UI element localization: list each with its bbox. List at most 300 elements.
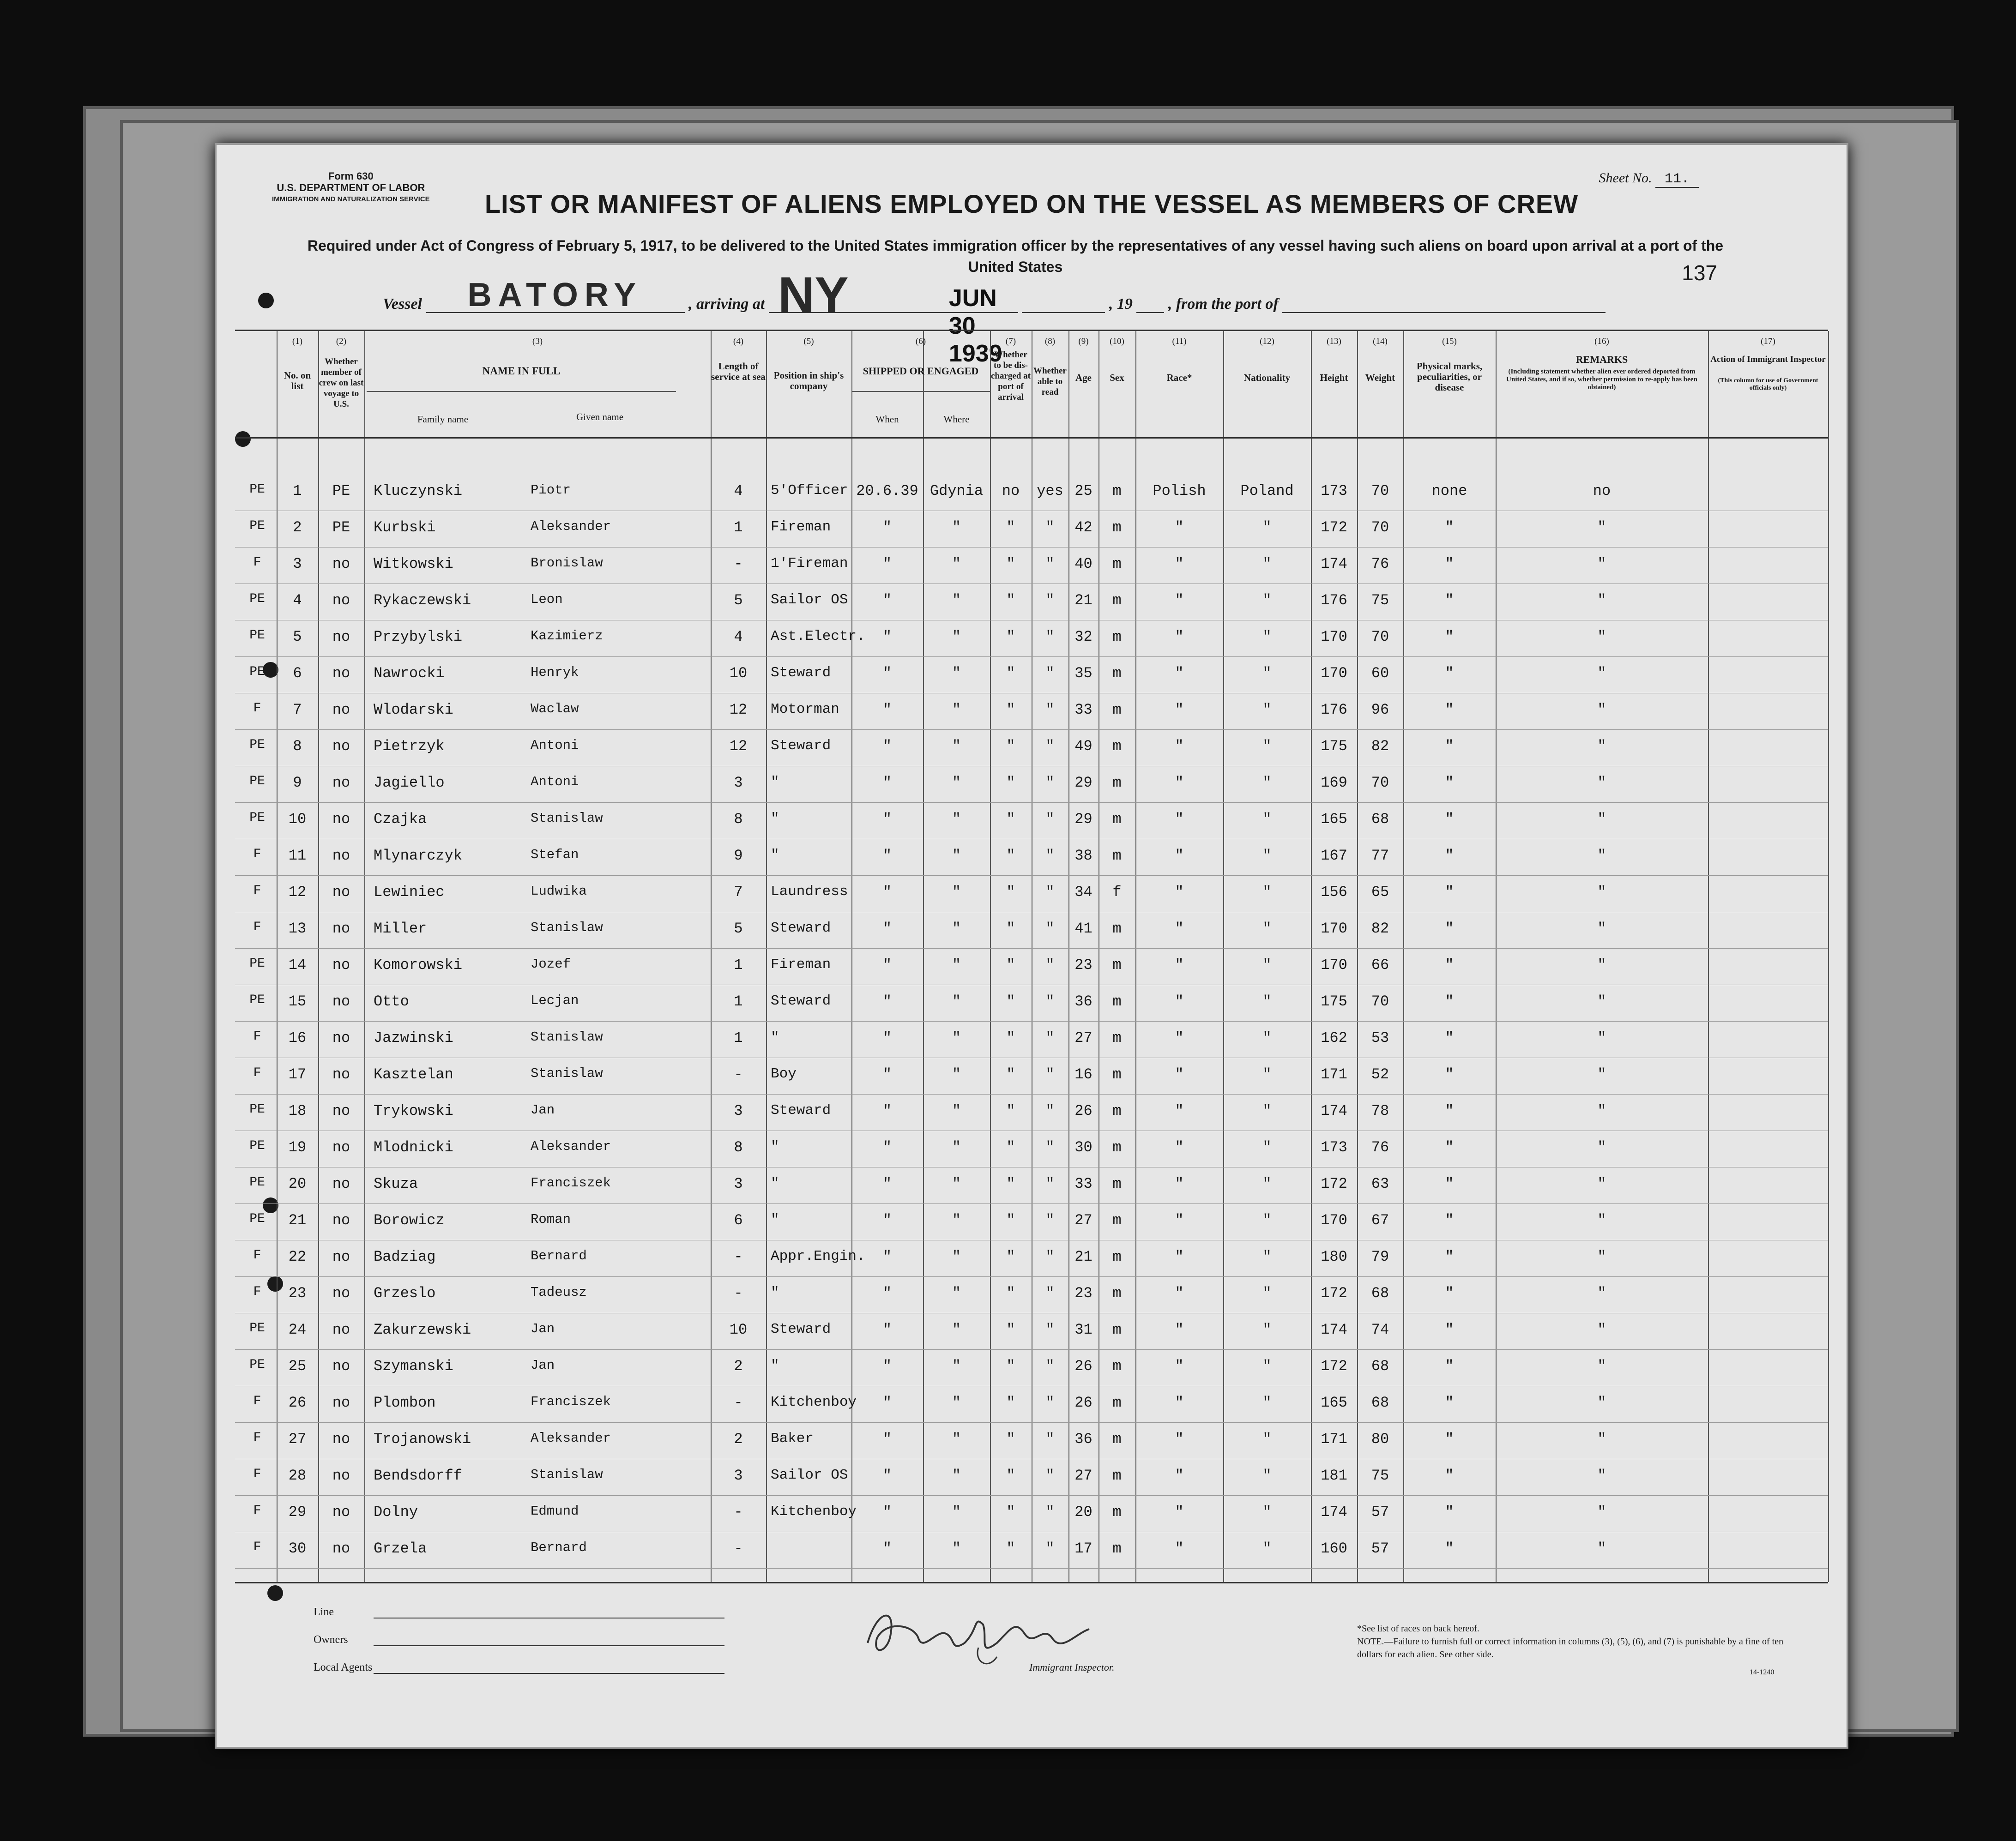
cell-given: Franciszek: [531, 1175, 611, 1191]
agents-field: [314, 1661, 724, 1674]
header-race: Race*: [1166, 372, 1192, 383]
cell-position: Steward: [771, 993, 831, 1009]
cell-where: ": [952, 1248, 961, 1265]
cell-race: Polish: [1153, 482, 1206, 499]
sheet-number-field: [1599, 170, 1699, 187]
cell-position: ": [771, 774, 779, 790]
cell-remarks: ": [1597, 811, 1606, 828]
cell-read: ": [1045, 1066, 1055, 1083]
cell-age: 23: [1074, 957, 1093, 974]
cell-race: ": [1175, 1248, 1184, 1265]
cell-when: ": [882, 519, 892, 536]
cell-no: 1: [293, 482, 302, 499]
cell-race: ": [1175, 628, 1184, 645]
cell-read: ": [1045, 1139, 1055, 1156]
cell-no: 21: [288, 1212, 307, 1229]
cell-no: 2: [293, 519, 302, 536]
cell-service: 2: [734, 1431, 743, 1448]
form-code: 14-1240: [1750, 1668, 1775, 1676]
cell-where: ": [952, 665, 961, 682]
cell-marks: ": [1445, 957, 1454, 974]
cell-family: Zakurzewski: [374, 1321, 471, 1338]
cell-height: 171: [1321, 1431, 1347, 1448]
cell-race: ": [1175, 1321, 1184, 1338]
cell-given: Edmund: [531, 1504, 579, 1519]
cell-family: Nawrocki: [374, 665, 445, 682]
cell-discharged: ": [1006, 665, 1015, 682]
cell-prev: no: [332, 957, 350, 974]
cell-where: ": [952, 519, 961, 536]
cell-sex: m: [1112, 1139, 1122, 1156]
cell-where: ": [952, 1175, 961, 1192]
cell-status: F: [253, 1394, 261, 1408]
cell-no: 28: [288, 1467, 307, 1484]
cell-weight: 75: [1371, 1467, 1389, 1484]
cell-no: 11: [288, 847, 307, 864]
cell-service: -: [734, 555, 743, 572]
cell-no: 7: [293, 701, 302, 718]
cell-discharged: ": [1006, 1102, 1015, 1119]
cell-service: 5: [734, 920, 743, 937]
cell-read: ": [1045, 1394, 1055, 1411]
cell-where: ": [952, 1029, 961, 1047]
column-number: (14): [1373, 337, 1388, 346]
column-number: (3): [532, 337, 543, 346]
cell-given: Stanislaw: [531, 920, 603, 935]
cell-position: ": [771, 811, 779, 827]
cell-read: ": [1045, 1540, 1055, 1557]
cell-status: PE: [249, 957, 265, 971]
cell-no: 9: [293, 774, 302, 791]
cell-race: ": [1175, 1504, 1184, 1521]
cell-service: 5: [734, 592, 743, 609]
cell-discharged: ": [1006, 884, 1015, 901]
cell-where: ": [952, 1431, 961, 1448]
cell-nationality: ": [1262, 592, 1272, 609]
cell-family: Witkowski: [374, 555, 453, 572]
cell-race: ": [1175, 920, 1184, 937]
header-position: Position in ship's company: [773, 370, 844, 391]
cell-remarks: ": [1597, 774, 1606, 791]
cell-nationality: ": [1262, 738, 1272, 755]
cell-given: Piotr: [531, 482, 571, 498]
cell-nationality: ": [1262, 628, 1272, 645]
cell-sex: m: [1112, 1029, 1122, 1047]
cell-prev: no: [332, 1066, 350, 1083]
cell-remarks: ": [1597, 1540, 1606, 1557]
cell-height: 175: [1321, 738, 1347, 755]
cell-height: 172: [1321, 519, 1347, 536]
cell-position: Steward: [771, 738, 831, 754]
cell-read: ": [1045, 1248, 1055, 1265]
cell-position: Motorman: [771, 701, 839, 717]
cell-marks: ": [1445, 1102, 1454, 1119]
cell-prev: no: [332, 1394, 350, 1411]
cell-race: ": [1175, 1467, 1184, 1484]
owners-field: [314, 1634, 724, 1646]
cell-remarks: ": [1597, 920, 1606, 937]
cell-status: F: [253, 1540, 261, 1554]
cell-where: ": [952, 628, 961, 645]
cell-marks: ": [1445, 1175, 1454, 1192]
row-divider: [235, 1568, 1828, 1569]
cell-status: PE: [249, 1212, 265, 1226]
cell-where: ": [952, 738, 961, 755]
cell-weight: 96: [1371, 701, 1389, 718]
cell-service: 3: [734, 774, 743, 791]
cell-weight: 65: [1371, 884, 1389, 901]
cell-no: 10: [288, 811, 307, 828]
cell-status: F: [253, 884, 261, 898]
cell-where: ": [952, 1540, 961, 1557]
cell-where: ": [952, 1321, 961, 1338]
cell-nationality: ": [1262, 1358, 1272, 1375]
cell-height: 173: [1321, 1139, 1347, 1156]
cell-where: ": [952, 847, 961, 864]
cell-position: Fireman: [771, 957, 831, 973]
cell-sex: m: [1112, 555, 1122, 572]
cell-remarks: ": [1597, 884, 1606, 901]
cell-where: Gdynia: [930, 482, 984, 499]
cell-nationality: ": [1262, 1212, 1272, 1229]
cell-family: Trykowski: [374, 1102, 453, 1119]
cell-sex: m: [1112, 482, 1122, 499]
footer-note: [1357, 1622, 1810, 1661]
cell-marks: ": [1445, 1212, 1454, 1229]
cell-height: 170: [1321, 628, 1347, 645]
cell-discharged: ": [1006, 701, 1015, 718]
cell-prev: PE: [332, 519, 350, 536]
cell-race: ": [1175, 957, 1184, 974]
cell-status: F: [253, 920, 261, 934]
cell-no: 26: [288, 1394, 307, 1411]
cell-read: ": [1045, 1467, 1055, 1484]
column-number: (2): [336, 337, 347, 346]
cell-race: ": [1175, 774, 1184, 791]
cell-discharged: ": [1006, 1285, 1015, 1302]
cell-height: 170: [1321, 957, 1347, 974]
header-prev-voyage: Whether member of crew on last voyage to U.S.: [319, 357, 364, 409]
cell-when: ": [882, 1321, 892, 1338]
cell-family: Mlynarczyk: [374, 847, 463, 864]
cell-given: Antoni: [531, 738, 579, 753]
cell-marks: ": [1445, 1285, 1454, 1302]
cell-sex: m: [1112, 1248, 1122, 1265]
cell-service: 1: [734, 1029, 743, 1047]
cell-age: 40: [1074, 555, 1093, 572]
cell-height: 170: [1321, 1212, 1347, 1229]
cell-remarks: ": [1597, 665, 1606, 682]
cell-marks: ": [1445, 1467, 1454, 1484]
cell-where: ": [952, 1394, 961, 1411]
cell-weight: 82: [1371, 920, 1389, 937]
cell-given: Waclaw: [531, 701, 579, 716]
penalty-note: NOTE.—Failure to furnish full or correct information in columns (3), (5), (6), and (7) is punishable by a fine of ten dollars for each alien. See other side.: [1357, 1636, 1784, 1660]
cell-position: ": [771, 847, 779, 863]
cell-prev: no: [332, 628, 350, 645]
cell-sex: m: [1112, 1321, 1122, 1338]
cell-position: Kitchenboy: [771, 1504, 857, 1520]
cell-no: 4: [293, 592, 302, 609]
cell-where: ": [952, 1504, 961, 1521]
cell-race: ": [1175, 1102, 1184, 1119]
row-divider: [235, 1021, 1828, 1022]
cell-no: 29: [288, 1504, 307, 1521]
cell-service: 1: [734, 519, 743, 536]
cell-prev: no: [332, 884, 350, 901]
cell-nationality: ": [1262, 1285, 1272, 1302]
cell-sex: m: [1112, 1467, 1122, 1484]
cell-position: ": [771, 1212, 779, 1228]
page-number: 137: [1682, 261, 1717, 285]
cell-discharged: ": [1006, 555, 1015, 572]
cell-prev: no: [332, 1431, 350, 1448]
agents-label: Local Agents: [314, 1661, 373, 1673]
row-divider: [235, 1203, 1828, 1204]
cell-marks: ": [1445, 1321, 1454, 1338]
header-height: Height: [1320, 372, 1348, 383]
cell-position: Kitchenboy: [771, 1394, 857, 1410]
cell-given: Roman: [531, 1212, 571, 1227]
cell-read: ": [1045, 519, 1055, 536]
cell-marks: ": [1445, 1431, 1454, 1448]
cell-nationality: ": [1262, 957, 1272, 974]
column-number: (16): [1594, 337, 1609, 346]
cell-marks: ": [1445, 1504, 1454, 1521]
cell-status: F: [253, 1066, 261, 1080]
cell-when: ": [882, 1394, 892, 1411]
cell-given: Stanislaw: [531, 1467, 603, 1482]
cell-age: 25: [1074, 482, 1093, 499]
cell-read: ": [1045, 665, 1055, 682]
cell-race: ": [1175, 665, 1184, 682]
cell-age: 33: [1074, 701, 1093, 718]
cell-read: ": [1045, 993, 1055, 1010]
cell-family: Kurbski: [374, 519, 436, 536]
cell-given: Tadeusz: [531, 1285, 587, 1300]
cell-marks: ": [1445, 1358, 1454, 1375]
cell-nationality: ": [1262, 884, 1272, 901]
cell-when: ": [882, 847, 892, 864]
cell-race: ": [1175, 811, 1184, 828]
cell-discharged: ": [1006, 1358, 1015, 1375]
cell-service: 12: [729, 701, 748, 718]
cell-status: PE: [249, 482, 265, 497]
cell-read: ": [1045, 555, 1055, 572]
cell-given: Henryk: [531, 665, 579, 680]
cell-status: PE: [249, 1321, 265, 1336]
cell-when: ": [882, 1504, 892, 1521]
cell-discharged: ": [1006, 1467, 1015, 1484]
cell-given: Stefan: [531, 847, 579, 862]
punch-hole: [258, 293, 274, 308]
cell-service: 6: [734, 1212, 743, 1229]
cell-discharged: ": [1006, 1248, 1015, 1265]
cell-no: 22: [288, 1248, 307, 1265]
cell-where: ": [952, 1467, 961, 1484]
cell-family: Borowicz: [374, 1212, 445, 1229]
header-weight: Weight: [1365, 372, 1395, 383]
cell-no: 18: [288, 1102, 307, 1119]
cell-remarks: ": [1597, 1029, 1606, 1047]
cell-given: Stanislaw: [531, 811, 603, 826]
cell-when: ": [882, 592, 892, 609]
cell-prev: no: [332, 1212, 350, 1229]
cell-remarks: ": [1597, 1467, 1606, 1484]
cell-read: ": [1045, 774, 1055, 791]
cell-height: 180: [1321, 1248, 1347, 1265]
cell-weight: 66: [1371, 957, 1389, 974]
cell-no: 14: [288, 957, 307, 974]
cell-where: ": [952, 1066, 961, 1083]
cell-marks: ": [1445, 884, 1454, 901]
cell-nationality: ": [1262, 847, 1272, 864]
header-length-service: Length of service at sea: [711, 361, 766, 382]
cell-status: PE: [249, 738, 265, 752]
cell-when: ": [882, 774, 892, 791]
header-shipped: SHIPPED OR ENGAGED: [863, 365, 979, 377]
cell-sex: m: [1112, 1504, 1122, 1521]
cell-height: 174: [1321, 1102, 1347, 1119]
cell-given: Bronislaw: [531, 555, 603, 571]
cell-status: PE: [249, 665, 265, 679]
cell-no: 6: [293, 665, 302, 682]
cell-prev: no: [332, 1248, 350, 1265]
cell-discharged: ": [1006, 519, 1015, 536]
cell-height: 174: [1321, 555, 1347, 572]
arriving-port: NY: [778, 267, 849, 324]
cell-weight: 80: [1371, 1431, 1389, 1448]
cell-remarks: ": [1597, 1175, 1606, 1192]
cell-sex: m: [1112, 701, 1122, 718]
cell-height: 173: [1321, 482, 1347, 499]
cell-age: 42: [1074, 519, 1093, 536]
cell-when: 20.6.39: [856, 482, 918, 499]
cell-service: 1: [734, 993, 743, 1010]
cell-marks: ": [1445, 993, 1454, 1010]
cell-family: Bendsdorff: [374, 1467, 463, 1484]
header-given-name: Given name: [576, 411, 624, 422]
inspector-signature: [858, 1592, 1099, 1671]
cell-given: Aleksander: [531, 1139, 611, 1154]
year-label: , 19: [1109, 295, 1133, 313]
cell-race: ": [1175, 701, 1184, 718]
cell-where: ": [952, 811, 961, 828]
column-number: (5): [803, 337, 814, 346]
cell-status: F: [253, 1431, 261, 1445]
cell-nationality: ": [1262, 1431, 1272, 1448]
cell-nationality: ": [1262, 1394, 1272, 1411]
cell-status: PE: [249, 774, 265, 788]
line-label: Line: [314, 1606, 334, 1618]
cell-prev: no: [332, 1102, 350, 1119]
column-number: (6): [915, 337, 926, 346]
cell-prev: no: [332, 738, 350, 755]
header-no-on-list: No. on list: [284, 370, 311, 391]
race-note: *See list of races on back hereof.: [1357, 1624, 1479, 1634]
header-action-note: (This column for use of Government officials only): [1718, 377, 1818, 391]
cell-service: 8: [734, 811, 743, 828]
line-field: [314, 1606, 724, 1618]
cell-discharged: ": [1006, 1029, 1015, 1047]
cell-race: ": [1175, 1540, 1184, 1557]
from-port-label: , from the port of: [1168, 295, 1279, 313]
cell-position: Steward: [771, 920, 831, 936]
cell-marks: ": [1445, 774, 1454, 791]
cell-family: Badziag: [374, 1248, 436, 1265]
cell-service: 12: [729, 738, 748, 755]
cell-remarks: ": [1597, 1102, 1606, 1119]
cell-service: 9: [734, 847, 743, 864]
cell-remarks: ": [1597, 555, 1606, 572]
cell-discharged: ": [1006, 592, 1015, 609]
page-title: LIST OR MANIFEST OF ALIENS EMPLOYED ON THE VESSEL AS MEMBERS OF CREW: [484, 189, 1579, 218]
header-discharged: Whether to be dis-charged at port of arrival: [990, 350, 1031, 402]
column-number: (15): [1442, 337, 1457, 346]
cell-status: F: [253, 1248, 261, 1263]
cell-no: 24: [288, 1321, 307, 1338]
cell-service: -: [734, 1504, 743, 1521]
cell-family: Czajka: [374, 811, 427, 828]
cell-remarks: ": [1597, 1139, 1606, 1156]
cell-given: Franciszek: [531, 1394, 611, 1409]
cell-status: F: [253, 1029, 261, 1044]
cell-when: ": [882, 1175, 892, 1192]
cell-race: ": [1175, 519, 1184, 536]
cell-given: Bernard: [531, 1540, 587, 1555]
cell-service: 1: [734, 957, 743, 974]
cell-given: Jozef: [531, 957, 571, 972]
cell-prev: no: [332, 1139, 350, 1156]
cell-nationality: ": [1262, 1175, 1272, 1192]
cell-age: 38: [1074, 847, 1093, 864]
cell-remarks: ": [1597, 1394, 1606, 1411]
cell-prev: no: [332, 1467, 350, 1484]
cell-where: ": [952, 957, 961, 974]
cell-sex: m: [1112, 1431, 1122, 1448]
cell-height: 165: [1321, 811, 1347, 828]
cell-where: ": [952, 555, 961, 572]
header-able-read: Whether able to read: [1033, 366, 1067, 397]
header-when: When: [875, 414, 899, 425]
cell-prev: no: [332, 665, 350, 682]
cell-status: PE: [249, 1358, 265, 1372]
cell-age: 35: [1074, 665, 1093, 682]
cell-family: Pietrzyk: [374, 738, 445, 755]
cell-given: Kazimierz: [531, 628, 603, 644]
sheet-number-label: Sheet No.: [1599, 170, 1652, 186]
cell-prev: no: [332, 1175, 350, 1192]
cell-where: ": [952, 1212, 961, 1229]
cell-discharged: ": [1006, 1212, 1015, 1229]
cell-family: Skuza: [374, 1175, 418, 1192]
cell-marks: ": [1445, 847, 1454, 864]
cell-race: ": [1175, 1066, 1184, 1083]
row-divider: [235, 948, 1828, 949]
cell-nationality: ": [1262, 701, 1272, 718]
cell-prev: no: [332, 1540, 350, 1557]
date-field: [1022, 294, 1105, 313]
cell-discharged: ": [1006, 1394, 1015, 1411]
cell-discharged: ": [1006, 1139, 1015, 1156]
cell-where: ": [952, 1358, 961, 1375]
cell-family: Dolny: [374, 1504, 418, 1521]
cell-remarks: ": [1597, 993, 1606, 1010]
cell-age: 27: [1074, 1029, 1093, 1047]
cell-age: 36: [1074, 1431, 1093, 1448]
cell-sex: m: [1112, 811, 1122, 828]
cell-family: Przybylski: [374, 628, 463, 645]
